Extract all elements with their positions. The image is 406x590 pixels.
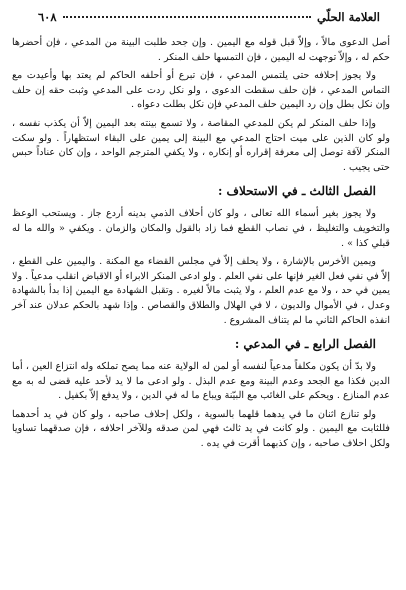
paragraph: ويمين الأخرس بالإشارة ، ولا يحلف إلاّ في مجلس القضاء مع المكنة . واليمين على القطع ، إلاّ في نفي فعل الغير فإنها على نفي العلم . ولو ادعى المنكر الابراء أو الاقباض انقلب مدعياً . ولا يمين في حد ، ولا مع عدم العلم ، ولا يثبت مالاً لغيره . وتقبل الشهادة مع اليمين إذا بدأ بالشهادة وعدل ، في الأموال والديون ، لا في الهلال والطلاق والقصاص . وإذا شهد بالحكم عدلان عند آخر انفذه الحاكم الثاني ما لم يتناف المشروع . (12, 256, 390, 326)
paragraph: ولا يجوز إحلافه حتى يلتمس المدعي ، فإن تبرع أو أحلفه الحاكم لم يعتد بها وأعيدت مع التماس المدعي ، فإن حلف سقطت الدعوى ، ولو نكل ردت على المدعي وثبت حقه إن حلف وإن نكل بطل وإن رد اليمين حلف المدعي فإن نكل بطلت دعواه . (12, 70, 390, 111)
paragraph: أصل الدعوى مالاً ، وإلاّ قبل قوله مع اليمين . وإن جحد طلبت البينة من المدعي ، فإن أحضرها حكم له ، وإلاّ توجهت له اليمين ، فإن التمسها حلف المنكر . (12, 37, 390, 63)
running-title: العلامة الحلّي (317, 10, 380, 24)
header-leader-dots (63, 16, 312, 18)
paragraph: ولا يجوز بغير أسماء الله تعالى ، ولو كان أحلاف الذمي بدينه أردع جاز . ويستحب الوعظ والتخويف والتغليظ ، في نصاب القطع فما زاد بالقول والمكان والزمان . ويكفي « والله ما له قبلي كذا » . (12, 208, 390, 249)
paragraph: ولو تنازع اثنان ما في يدهما قلهما بالسوية ، ولكل إحلاف صاحبه ، ولو كان في يد أحدهما فللثابت مع اليمين . ولو كانت في يد ثالث فهي لمن صدقه وللآخر احلافه ، فإن صدقهما تساويا ولكل احلاف صاحبه ، وإن كذبهما أقرت في يده . (12, 408, 390, 450)
section-heading: الفصل الرابع ـ في المدعي : (234, 337, 376, 352)
page-body (12, 36, 390, 452)
section-heading: الفصل الثالث ـ في الاستحلاف : (217, 184, 376, 199)
page-header (12, 10, 390, 28)
page-number: ٦٠٨ (38, 10, 57, 24)
paragraph: وإذا حلف المنكر لم يكن للمدعي المقاصة ، ولا تسمع بينته بعد اليمين إلاّ أن يكذب نفسه ، ولو كان الذين على ميت احتاج المدعي مع البينة إلى يمين على البقاء استظهاراً . ولو سكت المنكر لآفة توصل إلى معرفة إقراره أو إنكاره ، ولا يكفي المترجم الواحد ، وإن كان عناداً حبس حتى يجيب . (12, 117, 390, 173)
paragraph: ولا بدّ أن يكون مكلفاً مدعياً لنفسه أو لمن له الولاية عنه مما يصح تملكه وله انتزاع العين ، أما الدين فكذا مع الجحد وعدم البينة ومع عدم البذل . ولو ادعى ما لا يد لأحد عليه قضى له به مع عدم المنازع . ويحكم على الغائب مع البيّنة ويباع ما له في الدين ، ولا يدفع إلاّ بكفيل . (12, 361, 390, 402)
